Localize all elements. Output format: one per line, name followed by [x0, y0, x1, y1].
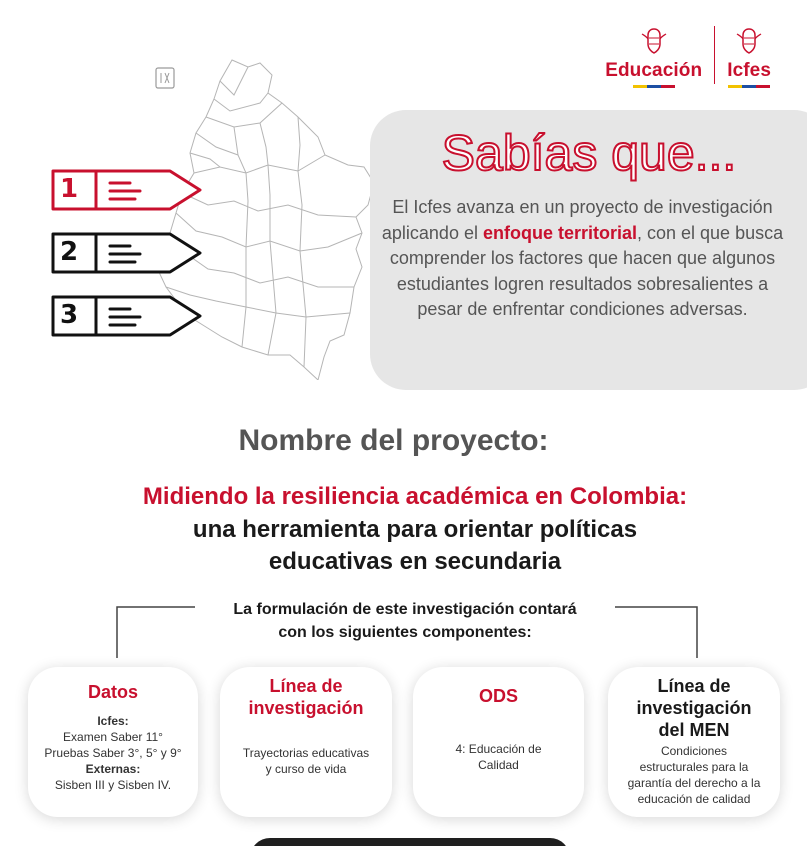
card-linea-text-line1: Trayectorias educativas	[242, 746, 370, 760]
project-title	[0, 481, 807, 579]
tag-3-number: 3	[60, 300, 79, 330]
bottom-pill	[250, 838, 570, 846]
card-linea-title-line2: investigación	[248, 698, 364, 718]
education-logo-text: Educación	[605, 60, 703, 81]
icfes-logo-text: Icfes	[727, 60, 771, 81]
card-ods-text	[413, 741, 584, 773]
card-datos	[28, 667, 198, 817]
icfes-logo	[727, 26, 771, 88]
card-men-text-line1: Condiciones	[660, 744, 728, 758]
card-datos-icfes-line2: Pruebas Saber 3°, 5° y 9°	[44, 746, 182, 760]
card-linea-title-line1: Línea de	[269, 676, 343, 696]
card-linea-men	[608, 667, 780, 817]
card-men-title-line3: del MEN	[658, 720, 730, 740]
education-logo	[605, 26, 702, 88]
card-linea-title	[220, 675, 392, 719]
card-ods-text-line2: Calidad	[478, 758, 519, 772]
project-title-red: Midiendo la resiliencia académica en Colombia:	[142, 483, 688, 510]
tag-3	[50, 294, 210, 338]
coat-of-arms-icon	[639, 26, 669, 56]
components-intro-line2: con los siguientes componentes:	[278, 624, 532, 641]
card-men-text	[608, 743, 780, 807]
project-label: Nombre del proyecto:	[238, 424, 549, 457]
fact-highlight: enfoque territorial	[482, 222, 637, 243]
card-men-text-line4: educación de calidad	[637, 792, 751, 806]
card-linea-text-line2: y curso de vida	[265, 762, 347, 776]
card-linea-text	[220, 745, 392, 777]
components-intro	[195, 598, 615, 644]
tag-1	[50, 168, 210, 212]
card-men-text-line2: estructurales para la	[639, 760, 749, 774]
card-datos-icfes-label: Icfes:	[97, 714, 129, 728]
card-men-title	[608, 675, 780, 741]
flag-stripe	[728, 85, 770, 88]
coat-of-arms-icon	[734, 26, 764, 56]
logo-divider	[714, 26, 715, 84]
fact-text-before: El Icfes avanza en un proyecto de investigación aplicando el	[381, 197, 773, 243]
card-ods-text-line1: 4: Educación de	[455, 742, 542, 756]
fact-title	[370, 120, 807, 184]
fact-text-after: , con el que busca comprender los factores que hacen que algunos estudiantes logren resultados sobresalientes a pesar de enfrentar condiciones adversas.	[389, 222, 784, 320]
tag-2	[50, 231, 210, 275]
fact-title-text: Sabías que...	[441, 125, 736, 181]
logo-group	[605, 26, 771, 88]
tag-1-number: 1	[60, 174, 79, 204]
card-ods	[413, 667, 584, 817]
tag-2-number: 2	[60, 237, 79, 267]
project-title-line3: educativas en secundaria	[268, 548, 562, 575]
project-title-line2: una herramienta para orientar políticas	[192, 515, 638, 543]
flag-stripe	[633, 85, 675, 88]
card-men-text-line3: garantía del derecho a la	[627, 776, 761, 790]
card-men-title-line2: investigación	[636, 698, 752, 718]
components-intro-line1: La formulación de este investigación contará	[233, 601, 577, 618]
card-men-title-line1: Línea de	[657, 676, 731, 696]
card-linea-investigacion	[220, 667, 392, 817]
fact-body	[380, 195, 785, 323]
card-ods-title: ODS	[478, 686, 518, 706]
card-datos-ext-label: Externas:	[85, 762, 141, 776]
card-datos-text	[28, 713, 198, 793]
card-datos-icfes-line1: Examen Saber 11°	[63, 730, 163, 744]
card-datos-title: Datos	[87, 682, 138, 702]
card-datos-ext-line1: Sisben III y Sisben IV.	[54, 778, 172, 792]
